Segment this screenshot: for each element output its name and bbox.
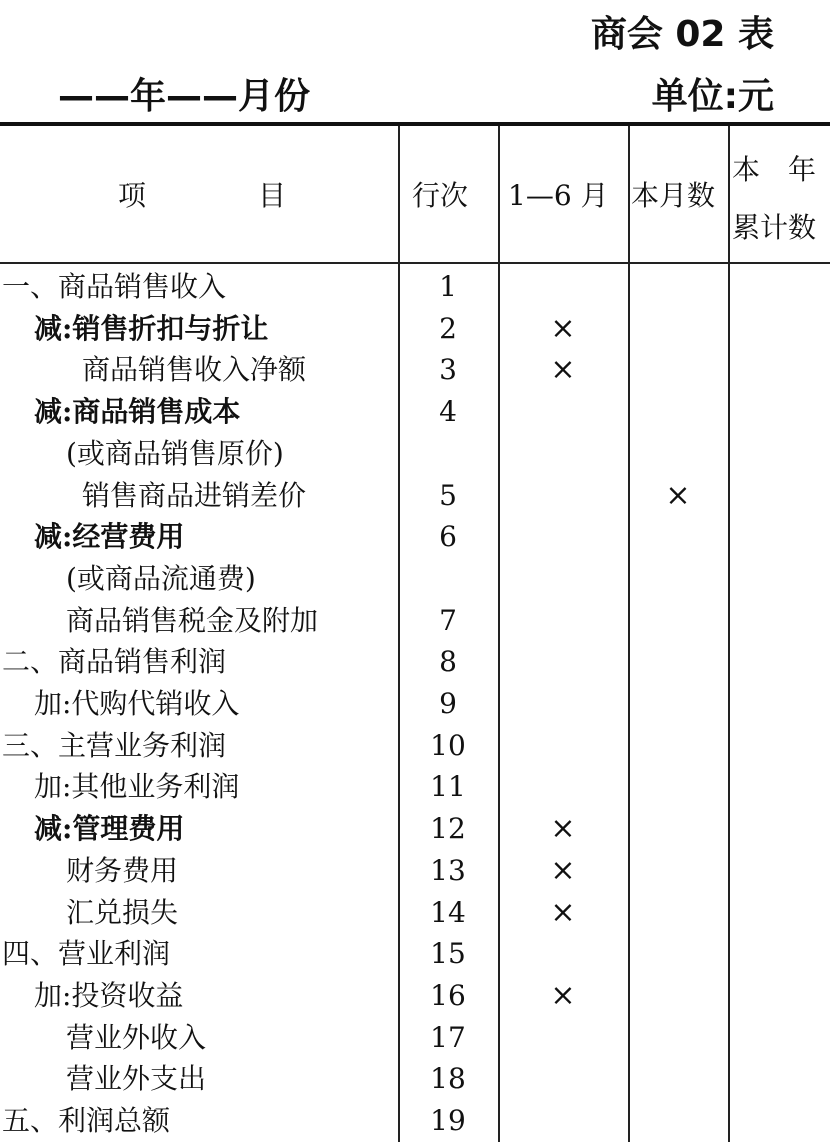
row-line-number: 16 — [430, 978, 466, 1012]
table-row — [0, 933, 830, 975]
row-item-label: 减:销售折扣与折让 — [34, 311, 269, 345]
row-line-number: 15 — [430, 937, 466, 971]
table-row — [0, 349, 830, 391]
row-line-number: 9 — [439, 687, 457, 720]
income-statement-table — [0, 122, 830, 1142]
row-line-number: 6 — [439, 520, 457, 554]
row-item-label: 商品销售税金及附加 — [66, 603, 319, 637]
table-row — [0, 808, 830, 850]
row-item-label: 减:经营费用 — [34, 520, 185, 554]
cross-mark-text: × — [550, 310, 576, 346]
column-header-this-month: 本月数 — [631, 179, 716, 212]
row-item-label: 营业外支出 — [66, 1062, 207, 1096]
row-line-number: 19 — [430, 1104, 466, 1137]
table-row — [0, 1100, 830, 1142]
table-row — [0, 683, 830, 725]
row-item-label: 加:投资收益 — [34, 978, 184, 1012]
report-period: ——年——月份 — [58, 76, 311, 117]
row-line-number: 18 — [430, 1062, 466, 1096]
row-item-label: 销售商品进销差价 — [82, 478, 307, 512]
row-item-label: 加:其他业务利润 — [34, 770, 240, 804]
row-item-label: 财务费用 — [66, 853, 179, 887]
row-line-number: 12 — [430, 812, 466, 846]
column-header-line-no: 行次 — [412, 179, 469, 212]
table-row — [0, 516, 830, 558]
cross-mark-text: × — [550, 894, 576, 930]
row-item-label: 汇兑损失 — [66, 895, 179, 929]
row-line-number: 3 — [439, 353, 457, 387]
header-divider — [0, 262, 830, 264]
table-row — [0, 766, 830, 808]
cross-mark-text: × — [550, 977, 576, 1013]
row-line-number: 10 — [430, 728, 466, 762]
row-item-label: 商品销售收入净额 — [82, 353, 307, 387]
table-row — [0, 1017, 830, 1059]
table-row — [0, 641, 830, 683]
table-row — [0, 391, 830, 433]
table-row — [0, 850, 830, 892]
cross-mark-text: × — [550, 352, 576, 388]
row-item-label: (或商品流通费) — [66, 561, 256, 595]
row-line-number: 4 — [439, 395, 457, 429]
table-row — [0, 1058, 830, 1100]
row-line-number: 7 — [439, 603, 457, 637]
row-item-label: 五、利润总额 — [2, 1104, 171, 1137]
row-item-label: 三、主营业务利润 — [2, 728, 227, 762]
row-line-number: 11 — [430, 770, 466, 804]
row-item-label: 一、商品销售收入 — [2, 270, 227, 303]
row-item-label: 四、营业利润 — [2, 937, 171, 971]
column-header-ytd-line1: 本 年 — [732, 153, 817, 186]
table-row — [0, 725, 830, 767]
row-item-label: (或商品销售原价) — [66, 436, 284, 470]
row-item-label: 加:代购代销收入 — [34, 687, 240, 720]
table-row — [0, 433, 830, 475]
table-row — [0, 600, 830, 642]
row-item-label: 减:管理费用 — [34, 812, 185, 846]
row-line-number: 8 — [439, 645, 457, 679]
form-code: 商会 02 表 — [590, 14, 774, 55]
row-item-label: 减:商品销售成本 — [34, 395, 241, 429]
column-header-item: 项 目 — [118, 179, 287, 212]
table-row — [0, 308, 830, 350]
table-row — [0, 892, 830, 934]
row-line-number: 5 — [439, 478, 457, 512]
row-line-number: 2 — [439, 311, 457, 345]
row-item-label: 营业外收入 — [66, 1020, 207, 1054]
row-line-number: 1 — [439, 270, 457, 303]
row-item-label: 二、商品销售利润 — [2, 645, 227, 679]
row-line-number: 17 — [430, 1020, 466, 1054]
table-row — [0, 975, 830, 1017]
table-row — [0, 558, 830, 600]
column-header-ytd-line2: 累计数 — [732, 211, 817, 244]
currency-unit: 单位:元 — [651, 76, 774, 117]
cross-mark-text: × — [550, 852, 576, 888]
row-line-number: 13 — [430, 853, 466, 887]
cross-mark-text: × — [665, 477, 691, 513]
table-row — [0, 475, 830, 517]
row-line-number: 14 — [430, 895, 466, 929]
table-row — [0, 266, 830, 308]
column-header-jan-jun: 1—6 月 — [508, 179, 609, 212]
cross-mark-text: × — [550, 811, 576, 847]
